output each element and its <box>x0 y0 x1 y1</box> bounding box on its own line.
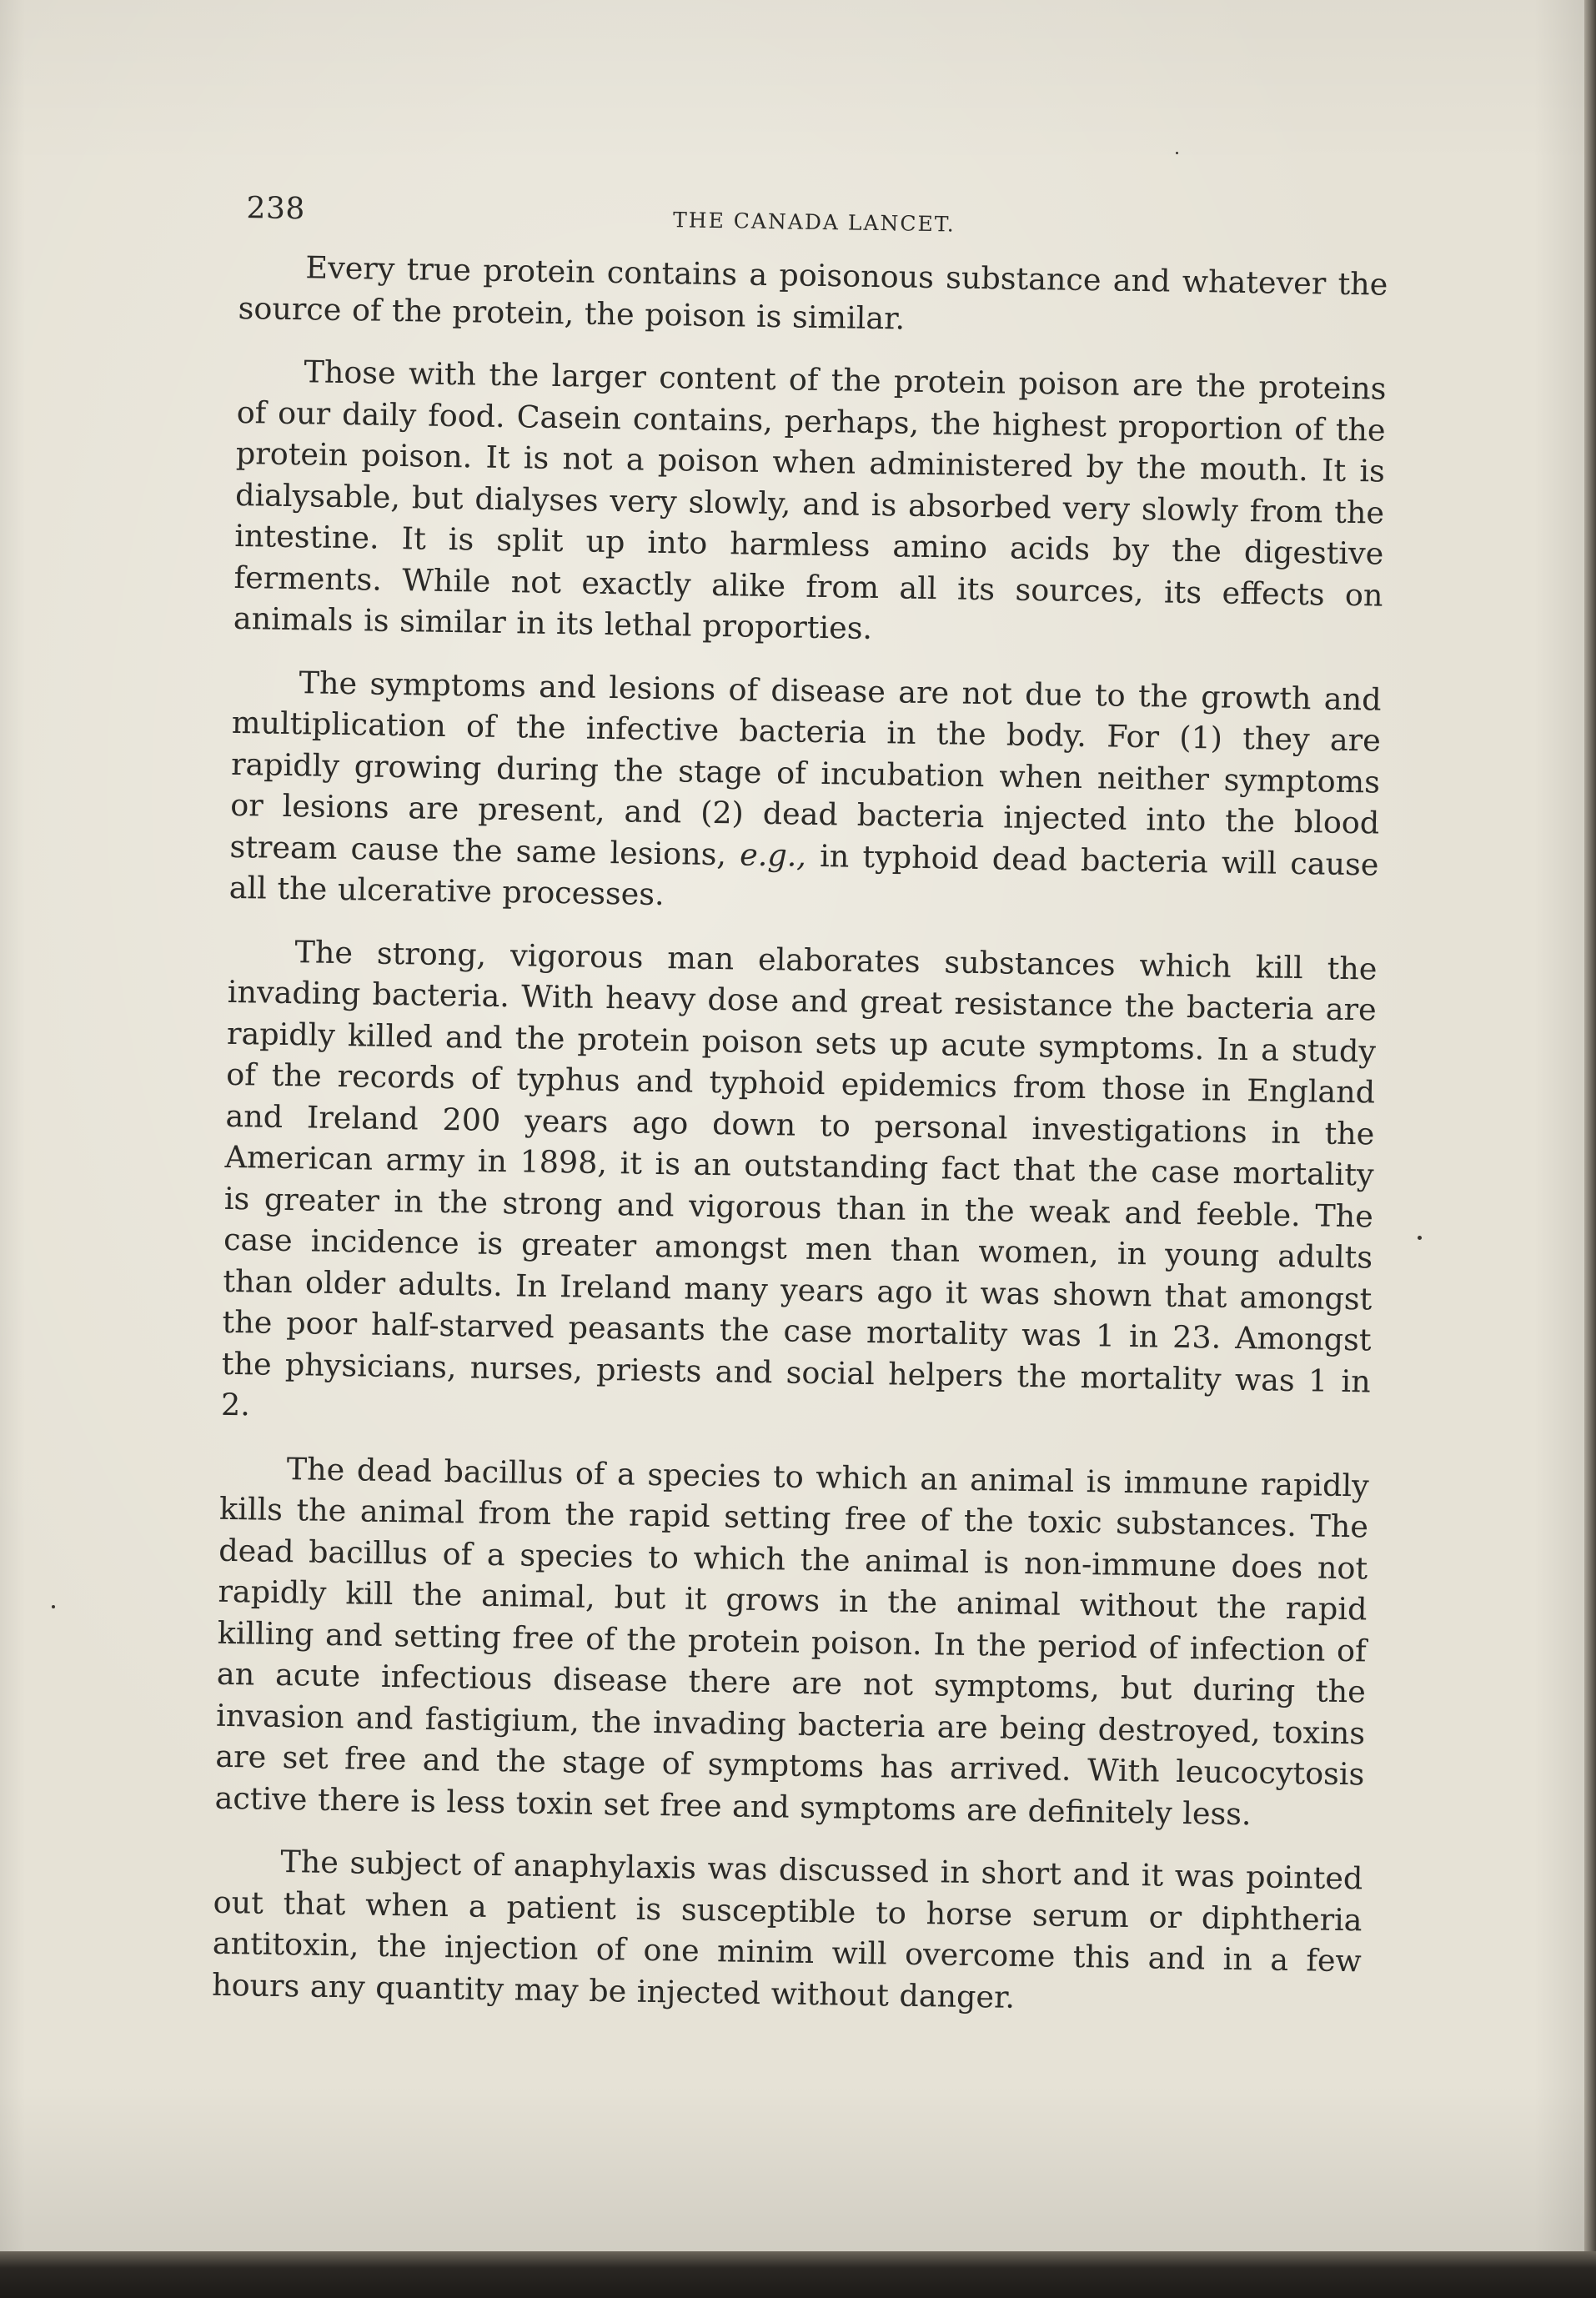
paragraph-symptoms-lesions <box>228 660 1381 926</box>
paragraph-dead-bacillus: The dead bacillus of a species to which an animal is immune rapidly kills the animal from the rapid setting free of the toxic substances. The dead bacillus of a species to which the animal is non-immune does not rapidly kill the animal, but it grows in the animal without the rapid killing and setting free of the protein poison. In the period of infection of an acute infectious disease there are not symptoms, but during the invasion and fastigium, the invading bacteria are being destroyed, toxins are set free and the stage of symptoms has arrived. With leucocytosis active there is less toxin set free and symptoms are definitely less. <box>214 1450 1370 1832</box>
paper-speck <box>1176 152 1178 154</box>
page-bottom-edge <box>0 2251 1596 2298</box>
paragraph-symptoms-italic-eg: e.g., <box>739 836 807 874</box>
paper-speck <box>52 1605 55 1608</box>
journal-title: THE CANADA LANCET. <box>672 208 956 237</box>
paragraph-symptoms-text-end: in typhoid dead bacteria will cause all the ulcerative processes. <box>228 837 1379 913</box>
paper-speck <box>1418 1236 1422 1240</box>
paragraph-symptoms-text-start: The symptoms and lesions of disease are not due to the growth and multiplication of the infective bacteria in the body. For (1) they are rapidly growing during the stage of incubation when neither symptoms or lesions are present, and (2) dead bacteria injected into the blood stream cause the same lesions, <box>229 664 1382 873</box>
page-number: 238 <box>246 191 306 227</box>
page-right-edge <box>1584 0 1596 2268</box>
paragraph-casein: Those with the larger content of the protein poison are the proteins of our daily food. Casein contains, perhaps, the highest proportion of the protein poison. It is not a poison when administered by the mouth. It is dialysable, but dialyses very slowly, and is absorbed very slowly from the intestine. It is split up into harmless amino acids by the digestive ferments. While not exactly alike from all its sources, its effects on animals is similar in its lethal proporties. <box>233 354 1387 646</box>
paragraph-anaphylaxis: The subject of anaphylaxis was discussed in short and it was pointed out that when a patient is susceptible to horse serum or diphtheria antitoxin, the injection of one minim will overcome this and in a few hours any quantity may be injected without danger. <box>211 1844 1363 2015</box>
page-text-block <box>211 188 1388 2045</box>
paragraph-vigorous-man: The strong, vigorous man elaborates substances which kill the invading bacteria. With heavy dose and great resistance the bacteria are rapidly killed and the protein poison sets up acute symptoms. In a study of the records of typhus and typhoid epidemics from those in England and Ireland 200 years ago down to personal investigations in the American army in 1898, it is an outstanding fact that the case mortality is greater in the strong and vigorous than in the weak and feeble. The case incidence is greater amongst men than women, in young adults than older adults. In Ireland many years ago it was shown that amongst the poor half-starved peasants the case mortality was 1 in 23. Amongst the physicians, nurses, priests and social helpers the mortality was 1 in 2. <box>220 933 1378 1423</box>
paragraph-protein-poison: Every true protein contains a poisonous substance and whatever the source of the protein, the poison is similar. <box>238 249 1388 337</box>
